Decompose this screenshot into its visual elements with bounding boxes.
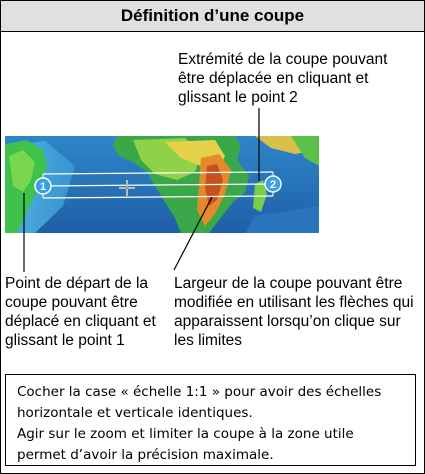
- handle-2-label: 2: [269, 179, 277, 191]
- relief-map[interactable]: [5, 136, 319, 233]
- note-line-2: horizontale et verticale identiques.: [17, 405, 253, 421]
- note-line-3: Agir sur le zoom et limiter la coupe à la zone utile: [17, 426, 354, 442]
- handle-point-2[interactable]: [265, 176, 281, 192]
- note-line-4: permet d’avoir la précision maximale.: [17, 447, 274, 463]
- callout-width: Largeur de la coupe pouvant être modifiée en utilisant les flèches qui apparaissent lorsqu’on clique sur les limites: [174, 275, 414, 349]
- title-bar: [1, 1, 424, 32]
- handle-1-label: 1: [39, 181, 47, 193]
- callout-startpoint-1: Point de départ de la coupe pouvant être déplacé en cliquant et glissant le point 1: [5, 275, 156, 349]
- handle-point-1[interactable]: [35, 178, 51, 194]
- info-note-box: [5, 374, 416, 466]
- window-title: Définition d’une coupe: [120, 6, 305, 25]
- note-line-1: Cocher la case « échelle 1:1 » pour avoir des échelles: [17, 384, 382, 400]
- callout-endpoint-2: Extrémité de la coupe pouvant être déplacée en cliquant et glissant le point 2: [178, 51, 388, 106]
